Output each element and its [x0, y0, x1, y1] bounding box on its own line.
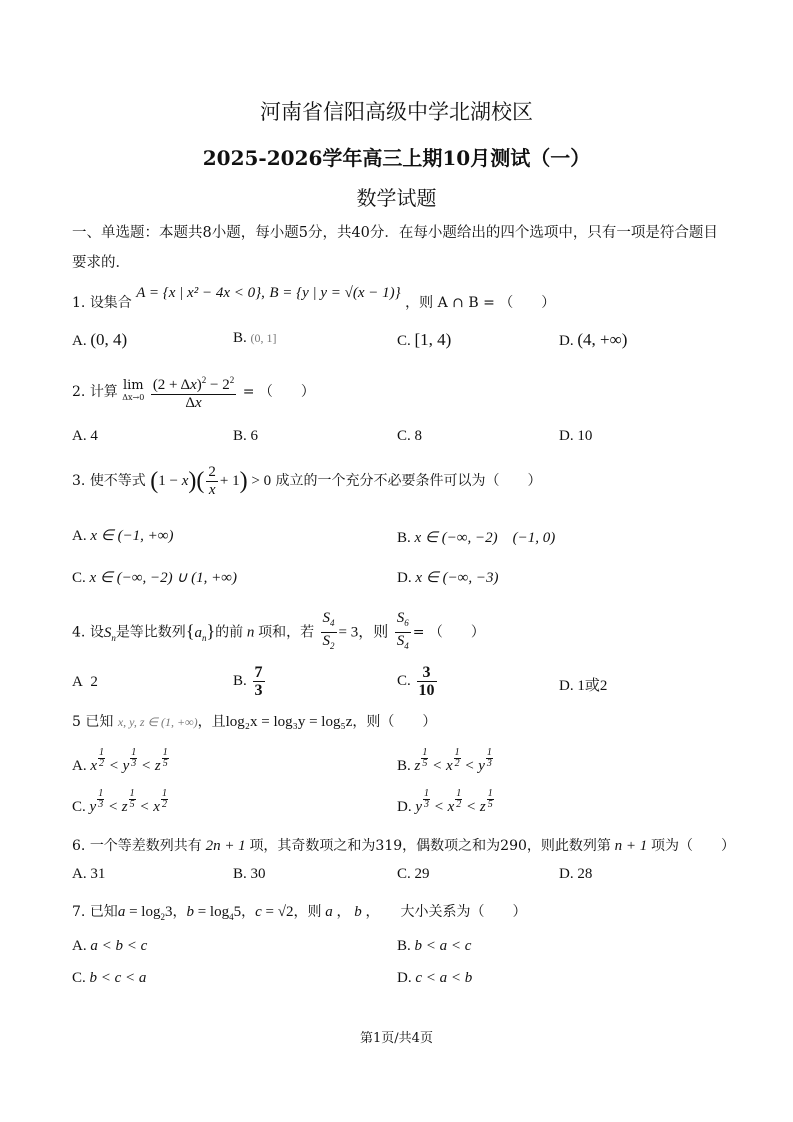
question-number: 4.: [72, 624, 86, 641]
q7-option-b: B. b < a < c: [397, 938, 472, 954]
question-stem: 使不等式: [89, 472, 146, 489]
page-footer: 第1页/共4页: [360, 1031, 433, 1046]
q2-option-c: C. 8: [397, 428, 423, 444]
q6-option-a: A. 31: [72, 866, 106, 882]
q6-option-c: C. 29: [397, 866, 430, 882]
question-5: 5 已知 x, y, z ∈ (1, +∞)，且log₂x = log₃y = log₅z，则（ ）: [72, 714, 437, 730]
q3-option-b: B. x ∈ (−∞, −2) (−1, 0): [397, 530, 556, 546]
q5-option-c: C. y $\frac{1}{3}$ < z $\frac{1}{5}$ < x $\frac{1}{2}$: [72, 788, 167, 815]
question-4: 4. 设$S_n$是等比数列$\{a_n\}$的前 n 项和，若 $\frac{S_4}{S_2}$ = 3，则 $\frac{S_6}{S_4}$ = （ ）: [72, 610, 485, 655]
q3-option-d: D. x ∈ (−∞, −3): [397, 570, 499, 586]
q5-option-a: A. x $\frac{1}{2}$ < y $\frac{1}{3}$ < z $\frac{1}{5}$: [72, 747, 168, 774]
q1-option-d: D. (4, +∞): [559, 330, 628, 349]
q4-option-b: B. $\frac{7}{3}$: [233, 664, 263, 699]
exam-title: 2025-2026学年高三上期10月测试（一）: [202, 146, 591, 170]
q3-option-a: A. x ∈ (−1, +∞): [72, 528, 174, 544]
question-3: [72, 464, 542, 499]
question-7: 7. 已知$a = \log_23$，$b = \log_45$，c = √2，则 a ， b ， 大小关系为（ ）: [72, 904, 527, 922]
question-ask: = （ ）: [242, 384, 315, 400]
subject-title: 数学试题: [356, 186, 437, 210]
set-a: A = {x | x² − 4x < 0}: [136, 285, 262, 301]
q5-option-b: B. z $\frac{1}{5}$ < x $\frac{1}{2}$ < y $\frac{1}{3}$: [397, 747, 492, 774]
q4-option-d: D. 1或2: [559, 678, 608, 694]
question-6: 6. 一个等差数列共有 2n + 1 项，其奇数项之和为319，偶数项之和为290，则此数列第 n + 1 项为（ ）: [72, 838, 736, 854]
question-number: 3.: [72, 472, 86, 489]
q6-option-b: B. 30: [233, 866, 266, 882]
s-n-symbol: $S_n$: [103, 624, 116, 643]
question-number: 7.: [72, 904, 86, 920]
section1-intro: 一、单选题：本题共8小题，每小题5分，共40分．在每小题给出的四个选项中，只有一项是符合题目要求的．: [72, 225, 718, 271]
def-a: $a = \log_23$: [117, 904, 173, 922]
question-2: [72, 372, 315, 412]
q2-option-a: A. 4: [72, 428, 98, 444]
q4-option-a: A 2: [72, 674, 98, 690]
set-b: B = {y | y = √(x − 1)}: [269, 285, 401, 301]
q7-option-a: A. a < b < c: [72, 938, 148, 954]
question-number: 6.: [72, 838, 86, 854]
q1-option-a: A. (0, 4): [72, 330, 128, 349]
question-stem: 设集合: [89, 295, 132, 311]
q1-option-c: C. [1, 4): [397, 330, 452, 349]
q1-option-b: B. (0, 1]: [233, 330, 277, 346]
question-ask: ，则 A ∩ B = （ ）: [405, 295, 556, 311]
def-c: c = √2: [255, 904, 294, 920]
q2-option-d: D. 10: [559, 428, 593, 444]
limit-fraction: $\frac{(2 + \Delta x)^2 - 2^2}{\Delta x}$: [151, 372, 236, 412]
question-number: 5: [72, 714, 81, 730]
question-number: 2.: [72, 384, 86, 400]
def-b: $b = \log_45$: [186, 904, 242, 922]
ratio-s6-s4: $\frac{S_6}{S_4}$: [396, 610, 409, 651]
question-1: 1. 设集合 A = {x | x² − 4x < 0}, B = {y | y = √(x − 1)} ，则 A ∩ B = （ ）: [72, 285, 556, 311]
condition: x, y, z ∈ (1, +∞): [117, 715, 198, 729]
q4-option-c: C. $\frac{3}{10}$: [397, 664, 435, 699]
question-number: 1.: [72, 295, 86, 311]
limit-operator: lim Δx→0: [122, 378, 145, 402]
inequality: (1 − x)( $\frac{2}{x}$ + 1) > 0: [150, 464, 272, 498]
question-stem: 计算: [89, 384, 118, 400]
log-equation: log₂x = log₃y = log₅z: [225, 714, 353, 730]
school-title: 河南省信阳高级中学北湖校区: [260, 100, 533, 124]
q3-option-c: C. x ∈ (−∞, −2) ∪ (1, +∞): [72, 570, 237, 586]
q6-option-d: D. 28: [559, 866, 593, 882]
q7-option-d: D. c < a < b: [397, 970, 473, 986]
q2-option-b: B. 6: [233, 428, 259, 444]
q7-option-c: C. b < c < a: [72, 970, 147, 986]
ratio-s4-s2: $\frac{S_4}{S_2}$: [322, 610, 335, 651]
q5-option-d: D. y $\frac{1}{3}$ < x $\frac{1}{2}$ < z $\frac{1}{5}$: [397, 788, 493, 815]
question-ask: 成立的一个充分不必要条件可以为（ ）: [275, 472, 542, 489]
sequence-symbol: $\{a_n\}$: [185, 620, 216, 643]
